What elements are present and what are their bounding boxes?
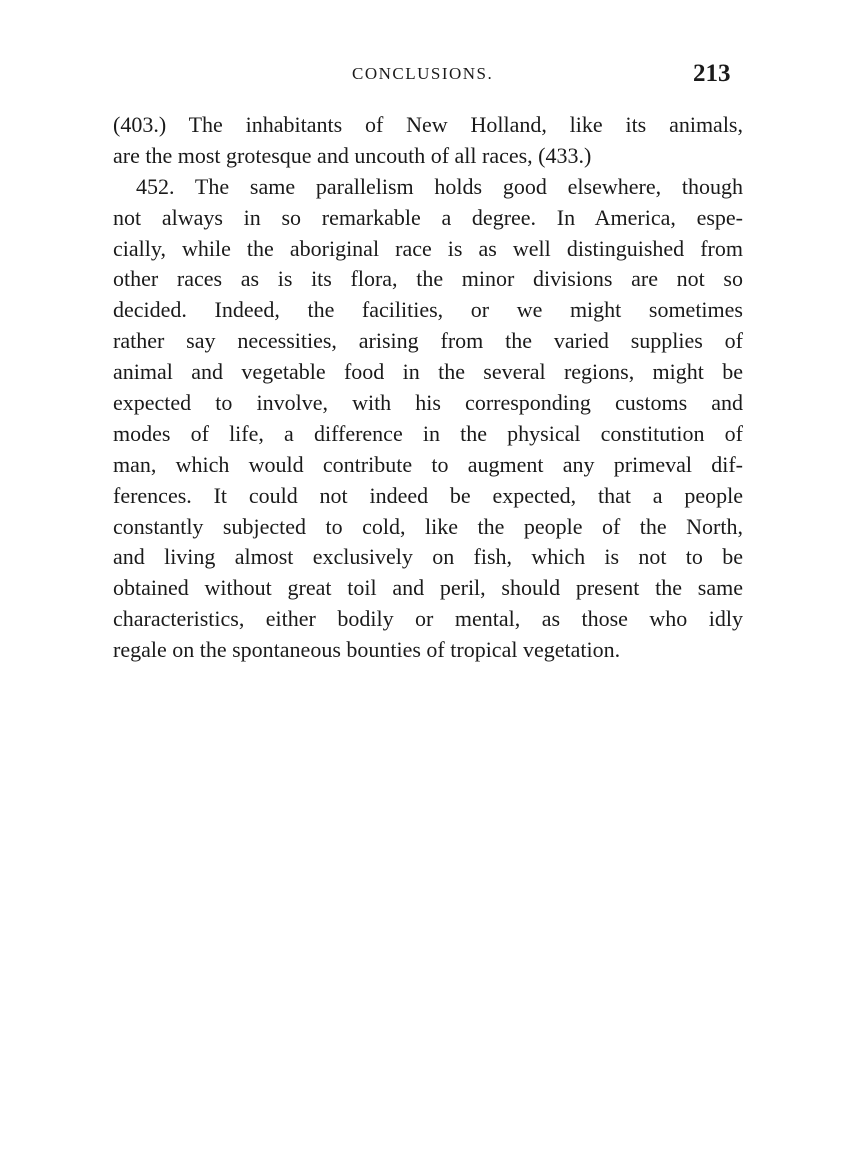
- text-line: and living almost exclusively on fish, which is not to be: [113, 544, 743, 570]
- text-line: (403.) The inhabitants of New Holland, like its animals,: [113, 112, 743, 137]
- text-line: characteristics, either bodily or mental, as those who idly: [113, 606, 743, 632]
- text-line: obtained without great toil and peril, should present the same: [113, 575, 743, 601]
- text-line: 452. The same parallelism holds good elsewhere, though: [136, 173, 743, 199]
- text-line: ferences. It could not indeed be expected, that a people: [113, 482, 743, 508]
- text-line: not always in so remarkable a degree. In America, espe-: [113, 204, 743, 230]
- page-number: 213: [693, 60, 731, 87]
- paragraph-452: [113, 172, 743, 666]
- text-line: constantly subjected to cold, like the people of the North,: [113, 513, 743, 539]
- text-line: animal and vegetable food in the several regions, might be: [113, 359, 743, 385]
- text-line: expected to involve, with his corresponding customs and: [113, 390, 743, 416]
- running-title: CONCLUSIONS.: [352, 64, 494, 83]
- text-line: rather say necessities, arising from the varied supplies of: [113, 328, 743, 354]
- running-head: [0, 60, 850, 90]
- text-line: decided. Indeed, the facilities, or we might sometimes: [113, 297, 743, 323]
- text-line: man, which would contribute to augment any primeval dif-: [113, 451, 743, 477]
- text-line: regale on the spontaneous bounties of tropical vegetation.: [113, 637, 621, 663]
- text-line: modes of life, a difference in the physical constitution of: [113, 420, 743, 446]
- text-line: other races as is its flora, the minor divisions are not so: [113, 266, 743, 292]
- text-line: cially, while the aboriginal race is as well distinguished from: [113, 235, 743, 261]
- body-text: [113, 110, 743, 666]
- paragraph-403: [113, 110, 743, 172]
- text-line: are the most grotesque and uncouth of all races, (433.): [113, 142, 592, 168]
